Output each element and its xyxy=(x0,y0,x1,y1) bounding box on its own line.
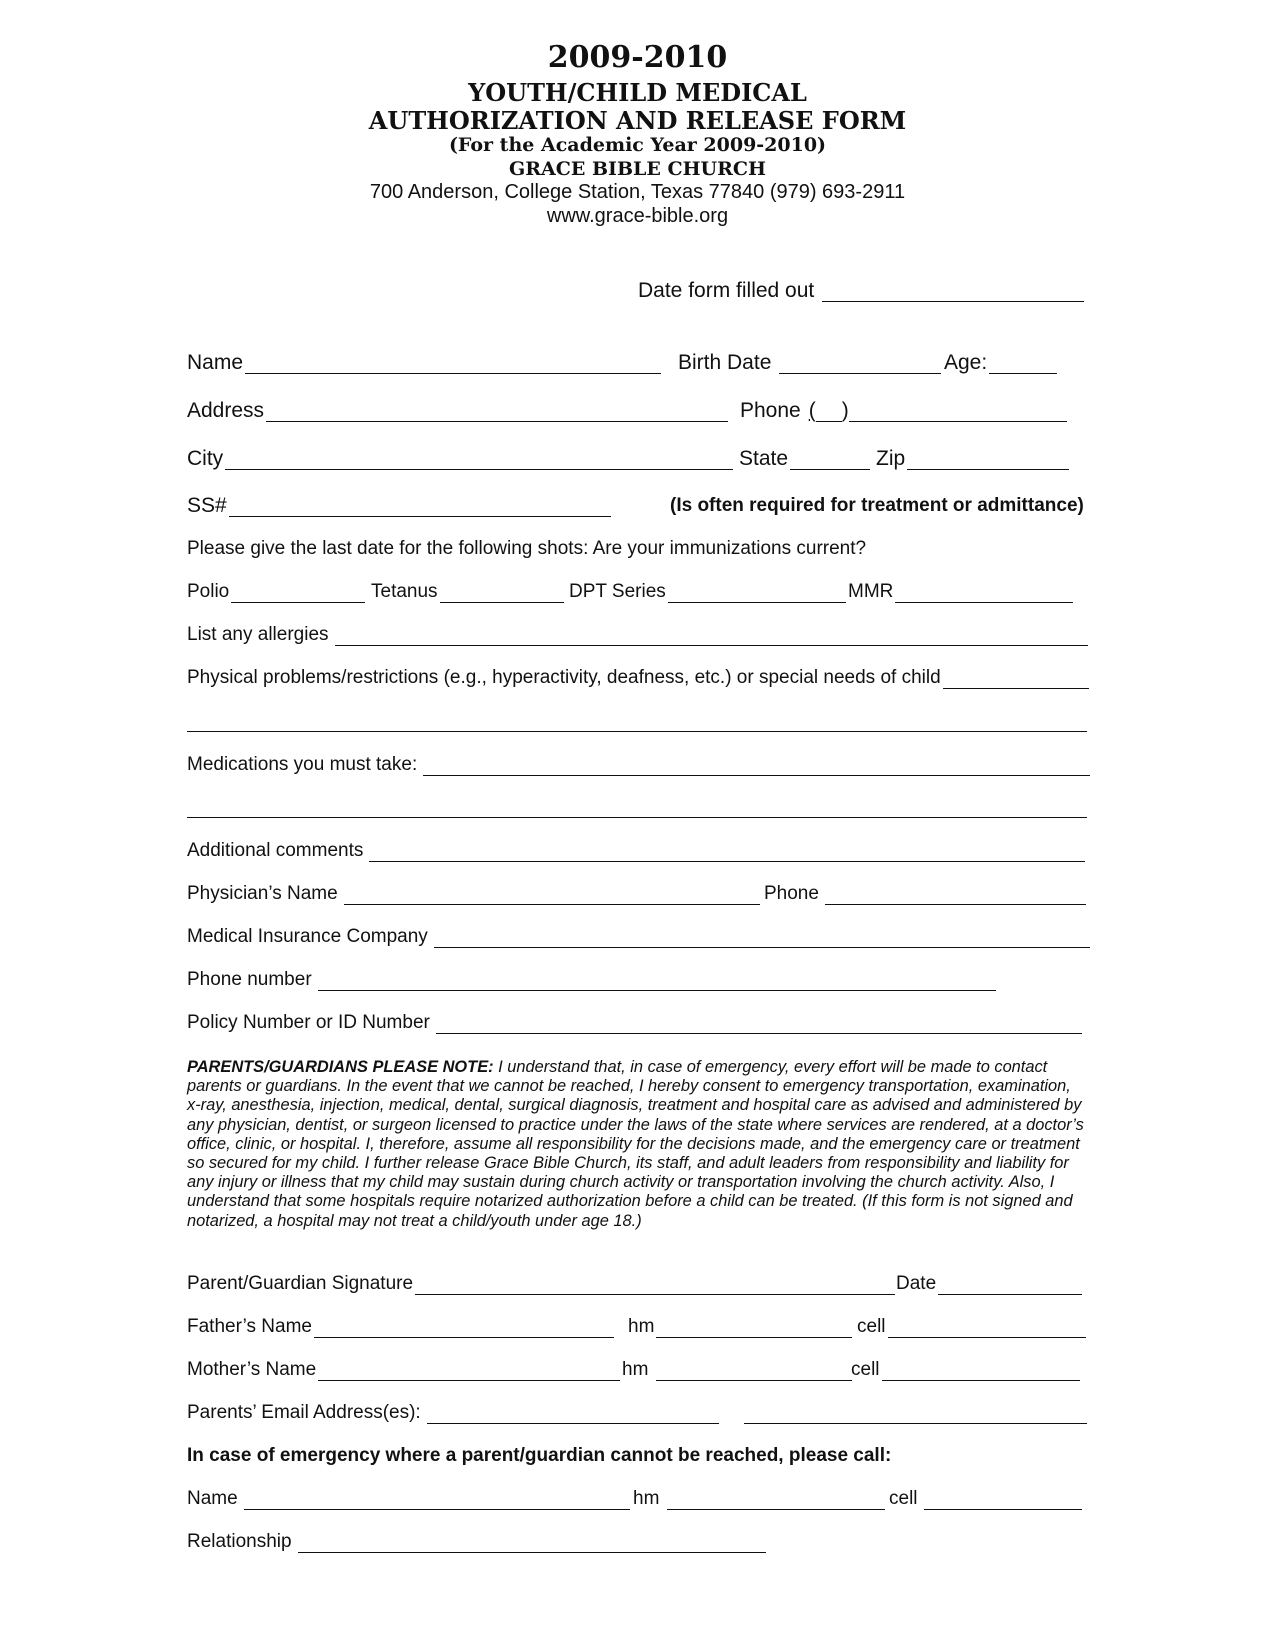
mother-cell-label: cell xyxy=(851,1359,880,1380)
shots-prompt: Please give the last date for the following shots: Are your immunizations current? xyxy=(187,538,867,559)
father-cell-field[interactable] xyxy=(888,1317,1086,1338)
phone-area-close: ) xyxy=(841,399,849,422)
allergies-label: List any allergies xyxy=(187,624,329,645)
dpt-field[interactable] xyxy=(668,582,846,603)
insurance-row xyxy=(187,922,1090,948)
mother-row xyxy=(187,1355,1090,1381)
emergency-heading-row xyxy=(187,1441,1090,1467)
city-row xyxy=(187,444,1090,470)
policy-row xyxy=(187,1008,1090,1034)
phone-field[interactable] xyxy=(849,401,1067,422)
father-row xyxy=(187,1312,1090,1338)
physician-row xyxy=(187,879,1090,905)
insurance-field[interactable] xyxy=(434,927,1090,948)
city-field[interactable] xyxy=(225,449,733,470)
address-row xyxy=(187,396,1090,422)
father-hm-label: hm xyxy=(628,1316,655,1337)
relationship-label: Relationship xyxy=(187,1531,292,1552)
form-title-line1: YOUTH/CHILD MEDICAL xyxy=(468,78,807,107)
birth-date-field[interactable] xyxy=(779,353,941,374)
phone-label: Phone xyxy=(740,399,801,422)
name-label: Name xyxy=(187,351,244,374)
comments-label: Additional comments xyxy=(187,840,364,861)
ss-row xyxy=(187,491,1090,517)
date-filled-row xyxy=(187,276,1090,302)
policy-field[interactable] xyxy=(436,1013,1082,1034)
physician-phone-field[interactable] xyxy=(825,884,1086,905)
physical-row xyxy=(187,663,1090,689)
parents-note-lead: PARENTS/GUARDIANS PLEASE NOTE: xyxy=(187,1058,494,1076)
parents-note xyxy=(187,1058,1087,1231)
ss-label: SS# xyxy=(187,494,227,517)
mother-hm-label: hm xyxy=(622,1359,649,1380)
medications-field[interactable] xyxy=(423,755,1090,776)
church-website: www.grace-bible.org xyxy=(546,205,729,227)
emergency-name-row xyxy=(187,1484,1090,1510)
emergency-name-label: Name xyxy=(187,1488,238,1509)
insurance-phone-field[interactable] xyxy=(318,970,996,991)
relationship-row xyxy=(187,1527,1090,1553)
physician-label: Physician’s Name xyxy=(187,883,338,904)
insurance-label: Medical Insurance Company xyxy=(187,926,428,947)
age-field[interactable] xyxy=(989,353,1057,374)
phone-area-field[interactable] xyxy=(816,401,842,422)
mother-cell-field[interactable] xyxy=(882,1360,1080,1381)
shots-row xyxy=(187,577,1090,603)
ss-field[interactable] xyxy=(229,496,611,517)
emergency-heading: In case of emergency where a parent/guardian cannot be reached, please call: xyxy=(187,1445,892,1466)
polio-label: Polio xyxy=(187,581,230,602)
comments-field[interactable] xyxy=(369,841,1085,862)
age-label: Age: xyxy=(944,351,988,374)
name-field[interactable] xyxy=(245,353,661,374)
dpt-label: DPT Series xyxy=(569,581,666,602)
emergency-hm-label: hm xyxy=(633,1488,660,1509)
tetanus-label: Tetanus xyxy=(371,581,438,602)
email-field-2[interactable] xyxy=(744,1403,1087,1424)
form-year: 2009-2010 xyxy=(547,40,728,75)
state-label: State xyxy=(739,447,789,470)
state-field[interactable] xyxy=(790,449,870,470)
signature-date-label: Date xyxy=(896,1273,937,1294)
father-name-field[interactable] xyxy=(314,1317,614,1338)
emergency-cell-field[interactable] xyxy=(924,1489,1082,1510)
allergies-field[interactable] xyxy=(335,625,1088,646)
email-row xyxy=(187,1398,1090,1424)
policy-label: Policy Number or ID Number xyxy=(187,1012,430,1033)
date-filled-field[interactable] xyxy=(822,281,1084,302)
physical-field[interactable] xyxy=(943,668,1089,689)
medications-row xyxy=(187,750,1090,776)
zip-field[interactable] xyxy=(907,449,1069,470)
date-filled-label: Date form filled out xyxy=(638,279,815,302)
address-field[interactable] xyxy=(266,401,728,422)
insurance-phone-label: Phone number xyxy=(187,969,312,990)
father-name-label: Father’s Name xyxy=(187,1316,312,1337)
phone-area-open: ( xyxy=(808,399,816,422)
emergency-cell-label: cell xyxy=(889,1488,918,1509)
mother-name-label: Mother’s Name xyxy=(187,1359,317,1380)
form-title-line2: AUTHORIZATION AND RELEASE FORM xyxy=(368,106,907,135)
relationship-field[interactable] xyxy=(298,1532,766,1553)
tetanus-field[interactable] xyxy=(440,582,564,603)
parent-signature-row xyxy=(187,1269,1090,1295)
parent-signature-field[interactable] xyxy=(415,1274,895,1295)
address-label: Address xyxy=(187,399,265,422)
physical-label: Physical problems/restrictions (e.g., hyperactivity, deafness, etc.) or special needs of child xyxy=(187,667,941,688)
parent-signature-label: Parent/Guardian Signature xyxy=(187,1273,414,1294)
emergency-hm-field[interactable] xyxy=(667,1489,885,1510)
church-address: 700 Anderson, College Station, Texas 77840 (979) 693-2911 xyxy=(369,181,906,203)
emergency-name-field[interactable] xyxy=(244,1489,630,1510)
allergies-row xyxy=(187,620,1090,646)
signature-date-field[interactable] xyxy=(938,1274,1082,1295)
mmr-field[interactable] xyxy=(895,582,1073,603)
medications-label: Medications you must take: xyxy=(187,754,418,775)
city-label: City xyxy=(187,447,224,470)
father-cell-label: cell xyxy=(857,1316,886,1337)
church-name: GRACE BIBLE CHURCH xyxy=(509,158,766,180)
zip-label: Zip xyxy=(876,447,906,470)
mother-name-field[interactable] xyxy=(318,1360,620,1381)
mother-hm-field[interactable] xyxy=(656,1360,852,1381)
email-label: Parents’ Email Address(es): xyxy=(187,1402,421,1423)
comments-row xyxy=(187,836,1090,862)
medications-continuation-line[interactable] xyxy=(187,817,1087,818)
insurance-phone-row xyxy=(187,965,1090,991)
physician-field[interactable] xyxy=(344,884,760,905)
name-row xyxy=(187,348,1090,374)
birth-date-label: Birth Date xyxy=(678,351,772,374)
mmr-label: MMR xyxy=(848,581,894,602)
polio-field[interactable] xyxy=(231,582,365,603)
father-hm-field[interactable] xyxy=(656,1317,852,1338)
form-subtitle: (For the Academic Year 2009-2010) xyxy=(448,134,827,156)
physician-phone-label: Phone xyxy=(764,883,819,904)
email-field-1[interactable] xyxy=(427,1403,719,1424)
parents-note-body: I understand that, in case of emergency, every effort will be made to contact parents or guardians. In the event that we cannot be reached, I hereby consent to emergency transportation, examination, x-ray, anesthesia, injection, medical, dental, surgical diagnosis, treatment and hospital care as advised and administered by any physician, dentist, or surgeon licensed to practice under the laws of the state where services are rendered, at a doctor’s office, clinic, or hospital. I, therefore, assume all responsibility for the decisions made, and the emergency care or treatment so secured for my child. I further release Grace Bible Church, its staff, and adult leaders from responsibility and liability for any injury or illness that my child may sustain during church activity or transportation involving the church activity. Also, I understand that some hospitals require notarized authorization before a child can be treated. (If this form is not signed and notarized, a hospital may not treat a child/youth under age 18.) xyxy=(187,1058,1084,1230)
shots-prompt-row xyxy=(187,534,1090,560)
physical-continuation-line[interactable] xyxy=(187,731,1087,732)
ss-note: (Is often required for treatment or admittance) xyxy=(670,495,1084,516)
